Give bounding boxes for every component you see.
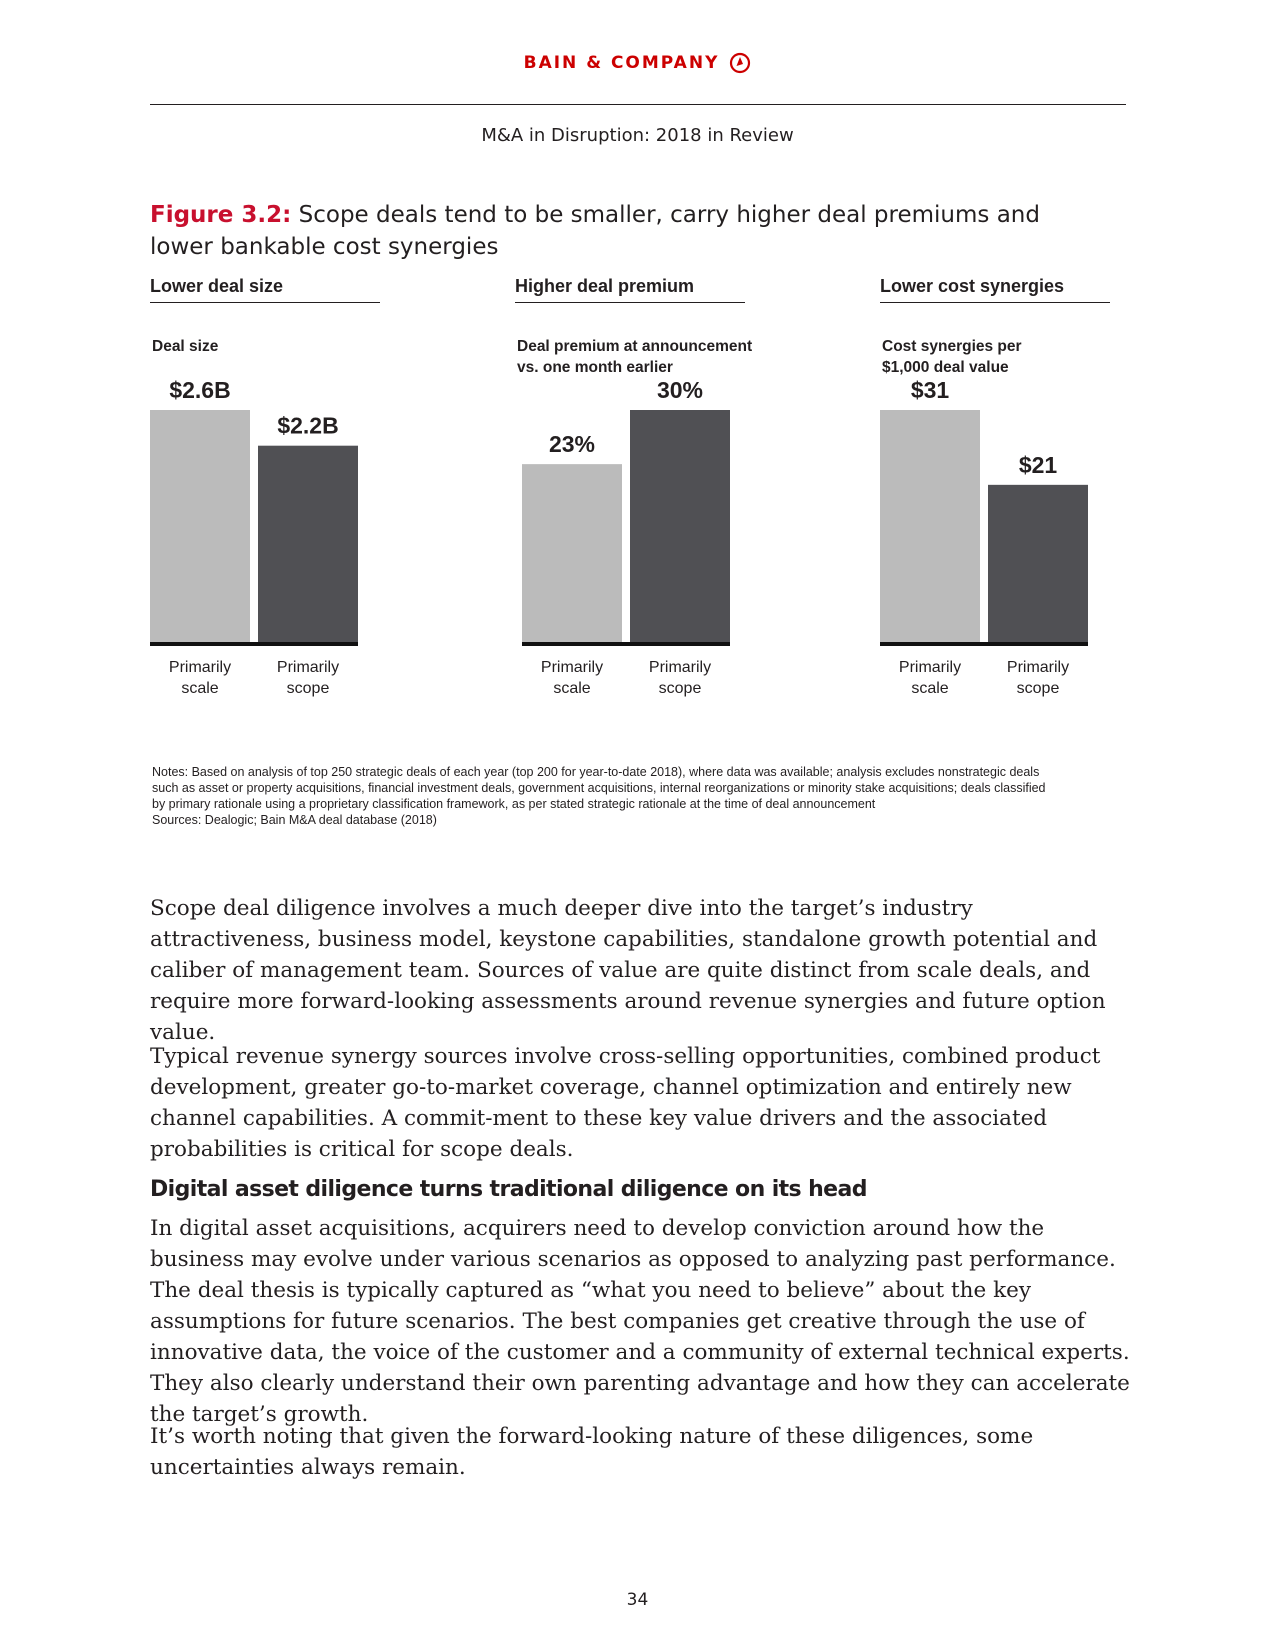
data-label: $2.6B xyxy=(169,377,231,403)
paragraph: Typical revenue synergy sources involve cross-selling opportunities, combined product development, greater go-to-market coverage, channel optimization and entirely new channel capabilities. A commit-ment to these key value drivers and the associated probabilities is critical for scope deals. xyxy=(150,1044,1101,1162)
figure-title xyxy=(150,199,1110,263)
category-label: scope xyxy=(1016,680,1060,697)
page-header xyxy=(0,52,1275,74)
category-label: scale xyxy=(911,680,949,697)
sources-line: Sources: Dealogic; Bain M&A deal database (2018) xyxy=(152,813,437,827)
bar-chart-svg xyxy=(880,377,1120,730)
panel-metric-line: Deal premium at announcement xyxy=(517,338,753,355)
paragraph: It’s worth noting that given the forward-looking nature of these diligences, some uncertainties always remain. xyxy=(150,1424,1034,1480)
chart-deal-premium xyxy=(522,377,762,730)
compass-icon xyxy=(729,52,751,74)
figure-label: Figure 3.2: xyxy=(150,202,292,228)
notes-line: Notes: Based on analysis of top 250 strategic deals of each year (top 200 for year-to-date 2018), where data was available; analysis excludes nonstrategic deals xyxy=(152,765,1040,779)
bar xyxy=(150,410,250,642)
bar xyxy=(988,485,1088,642)
paragraph: In digital asset acquisitions, acquirers need to develop conviction around how the business may evolve under various scenarios as opposed to analyzing past performance. The deal thesis is typically captured as “what you need to believe” about the key assumptions for future scenarios. The best companies get creative through the use of innovative data, the voice of the customer and a community of external technical experts. They also clearly understand their own parenting advantage and how they can accelerate the target’s growth. xyxy=(150,1216,1130,1427)
category-label: Primarily xyxy=(540,659,604,676)
publication-title: M&A in Disruption: 2018 in Review xyxy=(481,125,794,146)
panel-cost-synergies xyxy=(880,276,1115,376)
brand-logo xyxy=(524,52,752,74)
category-label: Primarily xyxy=(898,659,962,676)
bar xyxy=(630,410,730,642)
notes-line: such as asset or property acquisitions, financial investment deals, government acquisitions, internal reorganizations or minority stake acquisitions; deals classified xyxy=(152,781,1046,795)
category-label: Primarily xyxy=(1006,659,1070,676)
data-label: $31 xyxy=(910,377,950,403)
panel-metric-line: vs. one month earlier xyxy=(517,359,673,376)
bar xyxy=(880,410,980,642)
brand-name: BAIN & COMPANY xyxy=(523,53,720,73)
category-label: scope xyxy=(658,680,702,697)
figure-notes xyxy=(152,764,1128,828)
category-label: scope xyxy=(286,680,330,697)
notes-line: by primary rationale using a proprietary classification framework, as per stated strategic rationale at the time of deal announcement xyxy=(152,797,876,811)
paragraph: Scope deal diligence involves a much deeper dive into the target’s industry attractiveness, business model, keystone capabilities, standalone growth potential and caliber of management team. Sources of value are quite distinct from scale deals, and require more forward-looking assessments around revenue synergies and future option value. xyxy=(150,896,1106,1045)
panel-heading: Lower cost synergies xyxy=(880,276,1110,303)
category-label: Primarily xyxy=(168,659,232,676)
panel-metric xyxy=(517,336,797,378)
panel-metric-line: $1,000 deal value xyxy=(882,359,1009,376)
chart-deal-size xyxy=(150,377,390,730)
bar xyxy=(258,446,358,642)
panel-metric: Deal size xyxy=(152,338,219,355)
category-label: scale xyxy=(553,680,591,697)
data-label: 23% xyxy=(548,431,596,458)
data-label: $21 xyxy=(1018,451,1058,478)
panel-metric-line: Cost synergies per xyxy=(882,338,1022,355)
category-label: Primarily xyxy=(648,659,712,676)
data-label: 30% xyxy=(656,377,704,403)
header-rule xyxy=(150,104,1126,105)
panel-deal-size xyxy=(150,276,385,355)
data-label: $2.2B xyxy=(277,412,339,439)
panel-metric xyxy=(882,336,1162,378)
panel-heading: Higher deal premium xyxy=(515,276,745,303)
section-heading: Digital asset diligence turns traditional diligence on its head xyxy=(150,1177,867,1202)
panel-deal-premium xyxy=(515,276,753,376)
bar xyxy=(522,464,622,642)
panel-heading: Lower deal size xyxy=(150,276,380,303)
figure-caption: Scope deals tend to be smaller, carry higher deal premiums and lower bankable cost synergies xyxy=(150,202,1040,260)
page-number: 34 xyxy=(626,1590,649,1610)
chart-cost-synergies xyxy=(880,377,1120,730)
bar-chart-svg xyxy=(522,377,762,730)
category-label: scale xyxy=(181,680,219,697)
category-label: Primarily xyxy=(276,659,340,676)
bar-chart-svg xyxy=(150,377,390,730)
